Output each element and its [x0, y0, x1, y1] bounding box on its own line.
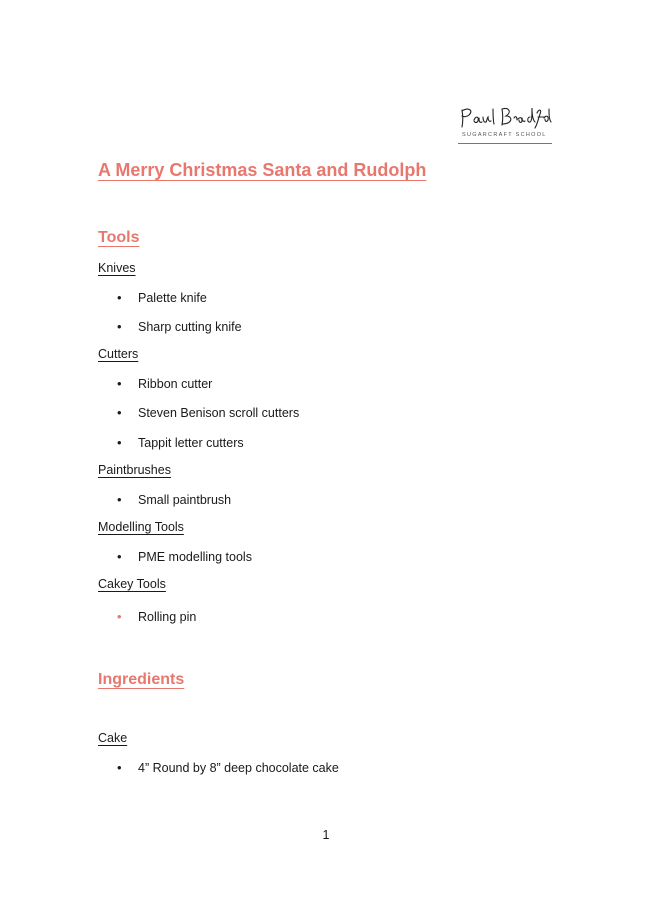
subheading-modelling-tools: Modelling Tools: [98, 520, 184, 534]
list-item-text: Small paintbrush: [138, 493, 232, 507]
subheading-cakey-tools: Cakey Tools: [98, 577, 166, 591]
subheading-paintbrushes: Paintbrushes: [98, 463, 171, 477]
bullet-icon: •: [117, 549, 122, 564]
list-item: [117, 319, 242, 334]
list-item-text: Ribbon cutter: [138, 377, 213, 391]
list-item-text: Tappit letter cutters: [138, 436, 244, 450]
list-item: [117, 609, 196, 624]
list-item-text: Palette knife: [138, 291, 207, 305]
bullet-icon: •: [117, 290, 122, 305]
list-item: [117, 549, 252, 564]
bullet-icon: •: [117, 760, 122, 775]
tools-heading: Tools: [98, 229, 140, 246]
logo-divider: [458, 143, 552, 144]
logo: [458, 104, 554, 148]
list-item: [117, 405, 299, 420]
bullet-icon: •: [117, 435, 122, 450]
bullet-icon: •: [117, 609, 122, 624]
list-item-text: PME modelling tools: [138, 550, 252, 564]
list-item: [117, 760, 339, 775]
subheading-cutters: Cutters: [98, 347, 139, 361]
page-number: 1: [322, 828, 330, 842]
list-item: [117, 290, 207, 305]
bullet-icon: •: [117, 376, 122, 391]
list-item-text: Steven Benison scroll cutters: [138, 406, 300, 420]
subheading-knives: Knives: [98, 261, 136, 275]
document-title: A Merry Christmas Santa and Rudolph: [98, 160, 427, 180]
list-item-text: Sharp cutting knife: [138, 320, 242, 334]
ingredients-heading: Ingredients: [98, 671, 185, 688]
list-item-text: 4” Round by 8” deep chocolate cake: [138, 761, 339, 775]
logo-subtitle: SUGARCRAFT SCHOOL: [462, 132, 547, 138]
list-item-text: Rolling pin: [138, 610, 197, 624]
bullet-icon: •: [117, 319, 122, 334]
signature-logo-image: [458, 104, 554, 134]
list-item: [117, 435, 244, 450]
bullet-icon: •: [117, 492, 122, 507]
subheading-cake: Cake: [98, 731, 128, 745]
bullet-icon: •: [117, 405, 122, 420]
list-item: [117, 376, 212, 391]
list-item: [117, 492, 231, 507]
